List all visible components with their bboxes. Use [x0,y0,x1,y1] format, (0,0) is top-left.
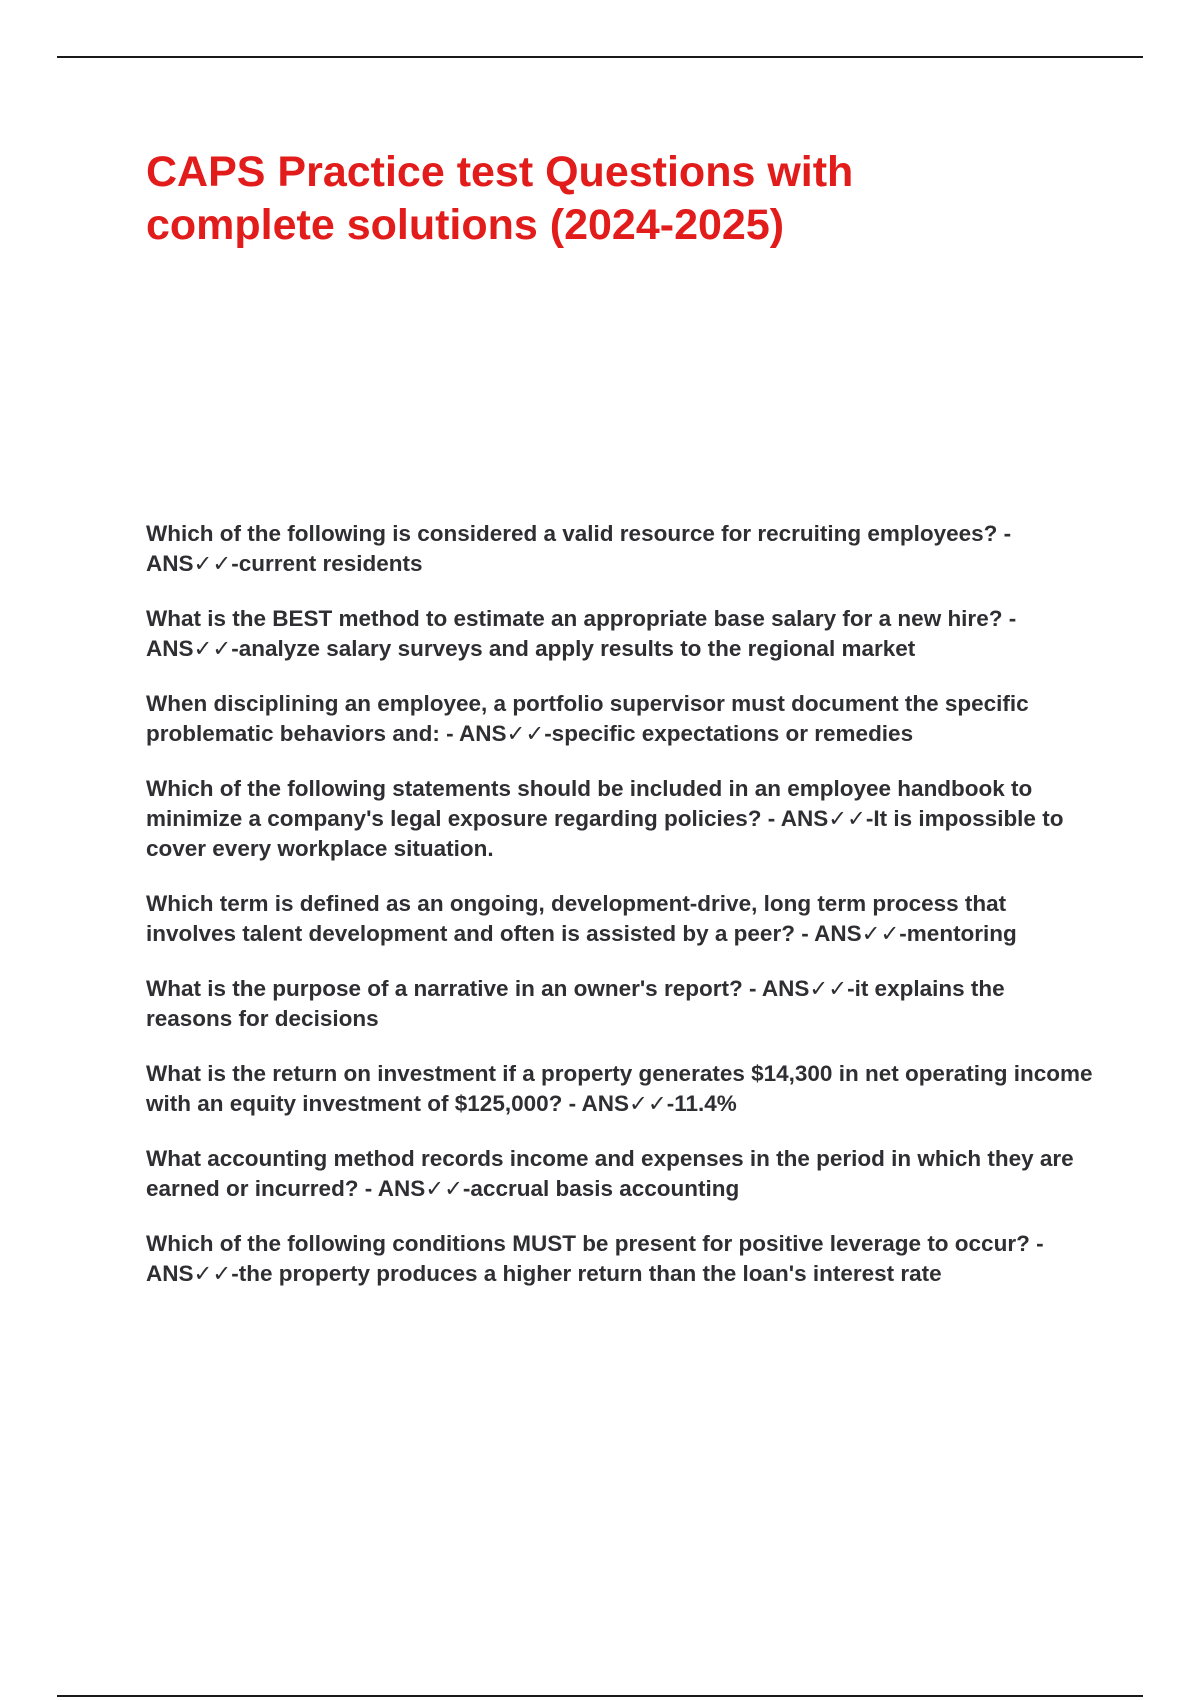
header-rule [57,56,1143,58]
qa-item: Which of the following statements should be included in an employee handbook to minimize a company's legal exposure regarding policies? - ANS✓✓-It is impossible to cover every workplace situation. [146,776,1064,861]
qa-item: Which of the following conditions MUST be present for positive leverage to occur? - ANS✓✓-the property produces a higher return than the loan's interest rate [146,1231,1044,1286]
qa-item: What is the purpose of a narrative in an owner's report? - ANS✓✓-it explains the reasons for decisions [146,976,1005,1031]
footer-rule [57,1695,1143,1697]
qa-item: When disciplining an employee, a portfolio supervisor must document the specific problematic behaviors and: - ANS✓✓-specific expectations or remedies [146,691,1029,746]
qa-item: Which term is defined as an ongoing, development-drive, long term process that involves talent development and often is assisted by a peer? - ANS✓✓-mentoring [146,891,1017,946]
qa-item: What accounting method records income and expenses in the period in which they are earned or incurred? - ANS✓✓-accrual basis accounting [146,1146,1074,1201]
qa-item: What is the BEST method to estimate an appropriate base salary for a new hire? - ANS✓✓-analyze salary surveys and apply results to the regional market [146,606,1017,661]
qa-item: Which of the following is considered a valid resource for recruiting employees? - ANS✓✓-current residents [146,521,1012,576]
qa-item: What is the return on investment if a property generates $14,300 in net operating income with an equity investment of $125,000? - ANS✓✓-11.4% [146,1061,1093,1116]
document-title: CAPS Practice test Questions with complete solutions (2024-2025) [146,148,854,249]
qa-list [146,519,1096,1314]
